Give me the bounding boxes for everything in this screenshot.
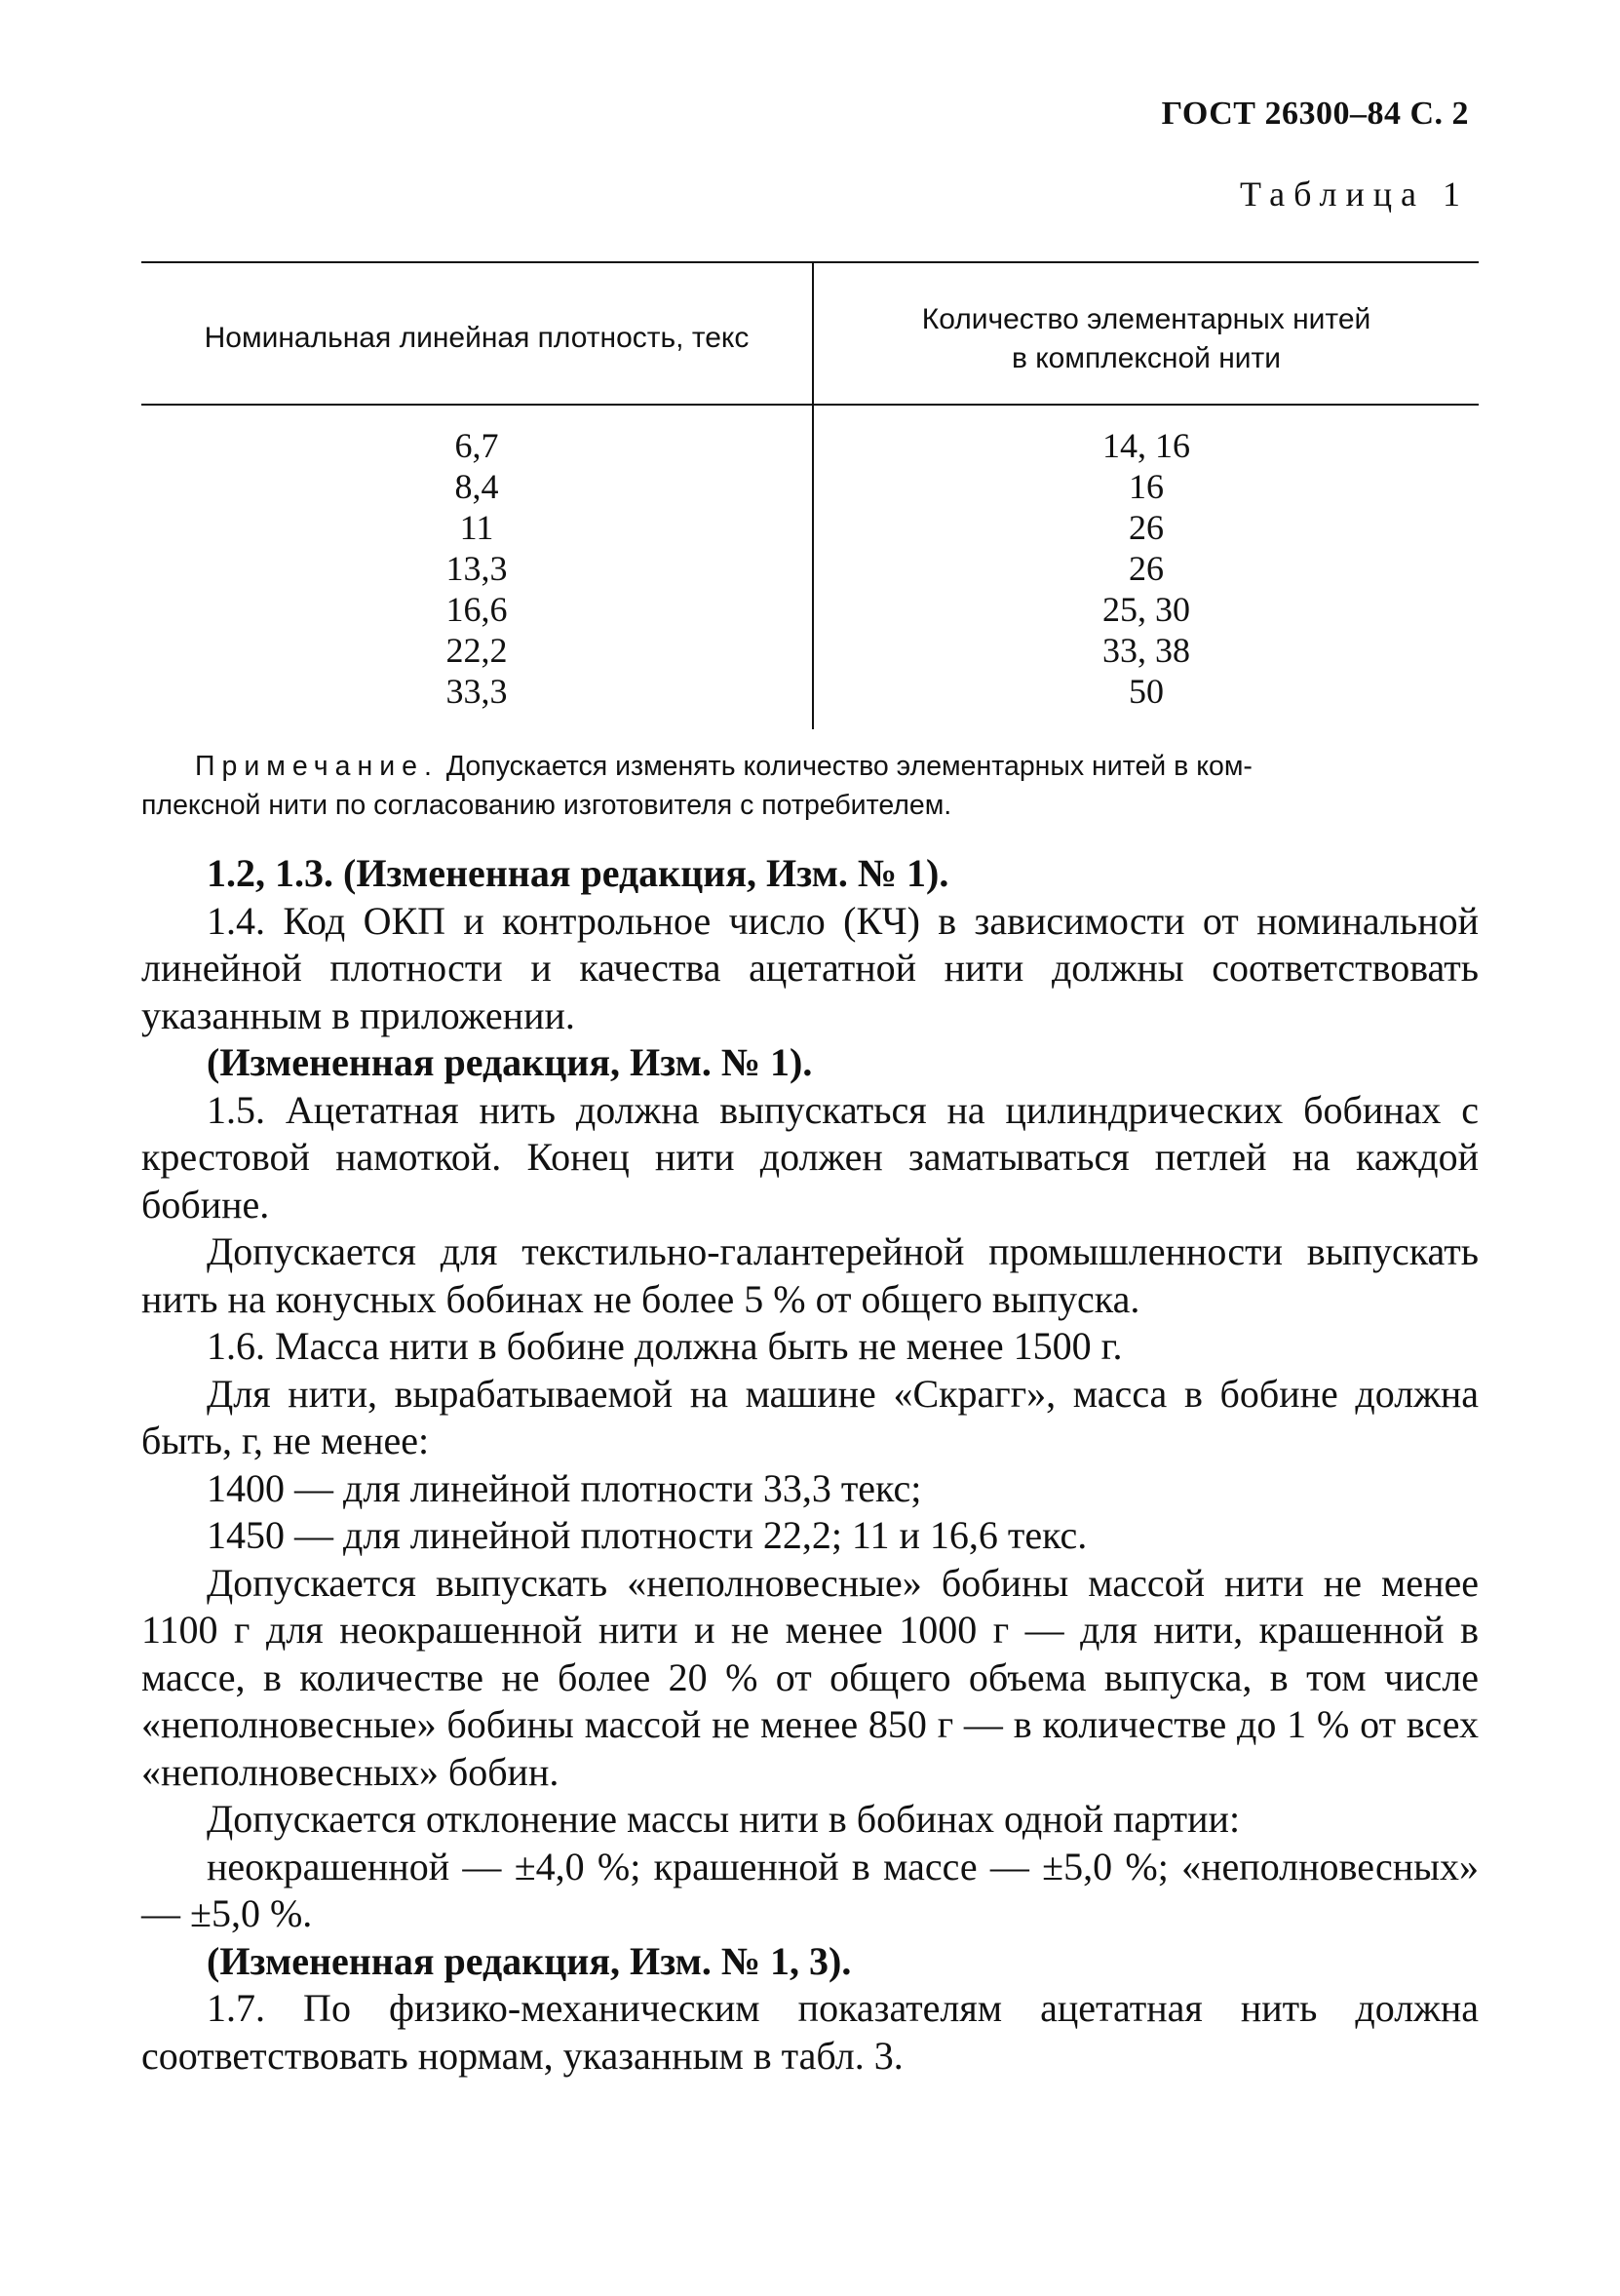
paragraph-1-5-addendum: Допускается для текстильно-галантерейной промышленности выпускать нить на конусных бобинах не более 5 % от общего выпуска. (141, 1229, 1479, 1321)
table-note (141, 747, 1482, 825)
table-header-rule (141, 404, 1479, 406)
note-label: Примечание. (195, 751, 439, 782)
mass-1450: 1450 — для линейной плотности 22,2; 11 и 16,6 текс. (207, 1513, 1088, 1557)
paragraph-underweight: Допускается выпускать «неполновесные» бобины массой нити не менее 1100 г для неокрашенной нити и не менее 1000 г — для нити, крашенной в массе, в количестве не более 20 % от общего объема выпуска, в том числе «неполновесные» бобины массой не менее 850 г — в количестве до 1 % от всех «неполновесных» бобин. (141, 1560, 1479, 1794)
table-cell: 33,3 (445, 672, 508, 711)
amendment-note-1-4: (Измененная редакция, Изм. № 1). (207, 1040, 813, 1084)
table-cell: 16 (1129, 467, 1164, 506)
table-cell: 33, 38 (1102, 631, 1190, 670)
paragraph-deviation: Допускается отклонение массы нити в бобинах одной партии: (207, 1797, 1241, 1841)
table-cell: 13,3 (445, 549, 508, 588)
document-body (141, 850, 1479, 2080)
page-header: ГОСТ 26300–84 С. 2 (1161, 96, 1469, 132)
data-table (141, 261, 1479, 729)
table-cell: 26 (1129, 508, 1164, 547)
paragraph-1-6: 1.6. Масса нити в бобине должна быть не менее 1500 г. (207, 1324, 1123, 1368)
note-text-line1: Допускается изменять количество элементарных нитей в ком- (445, 751, 1253, 782)
column-header-density: Номинальная линейная плотность, текс (204, 322, 750, 354)
table-top-rule (141, 261, 1479, 263)
deviation-values: неокрашенной — ±4,0 %; крашенной в массе — ±5,0 %; «неполновесных» — ±5,0 %. (141, 1844, 1479, 1935)
paragraph-1-7: 1.7. По физико-механическим показателям ацетатная нить должна соответствовать нормам, указанным в табл. 3. (141, 1986, 1479, 2078)
column-header-filaments (814, 300, 1479, 378)
paragraph-skragg: Для нити, вырабатываемой на машине «Скрагг», масса в бобине должна быть, г, не менее: (141, 1371, 1479, 1462)
table-cell: 50 (1129, 672, 1164, 711)
table-cell: 22,2 (445, 631, 508, 670)
table-cell: 25, 30 (1102, 590, 1190, 629)
filaments-column (814, 425, 1479, 712)
table-caption: Таблица 1 (1240, 175, 1469, 214)
paragraph-1-5: 1.5. Ацетатная нить должна выпускаться на цилиндрических бобинах с крестовой намоткой. Конец нити должен заматываться петлей на каждой бобине. (141, 1087, 1479, 1226)
table-cell: 8,4 (454, 467, 499, 506)
density-column (141, 425, 812, 712)
column-header-filaments-line2: в комплексной нити (1011, 342, 1282, 374)
table-cell: 14, 16 (1102, 426, 1190, 465)
table-cell: 6,7 (454, 426, 499, 465)
table-cell: 11 (459, 508, 494, 547)
amendment-note-1-6: (Измененная редакция, Изм. № 1, 3). (207, 1938, 852, 1983)
paragraph-1-2-1-3: 1.2, 1.3. (Измененная редакция, Изм. № 1). (207, 851, 949, 895)
table-cell: 16,6 (445, 590, 508, 629)
paragraph-1-4: 1.4. Код ОКП и контрольное число (КЧ) в зависимости от номинальной линейной плотности и качества ацетатной нити должны соответствовать указанным в приложении. (141, 898, 1479, 1037)
note-text-line2: плексной нити по согласованию изготовителя с потребителем. (141, 790, 952, 821)
column-header-filaments-line1: Количество элементарных нитей (921, 303, 1371, 335)
table-cell: 26 (1129, 549, 1164, 588)
mass-1400: 1400 — для линейной плотности 33,3 текс; (207, 1465, 922, 1510)
